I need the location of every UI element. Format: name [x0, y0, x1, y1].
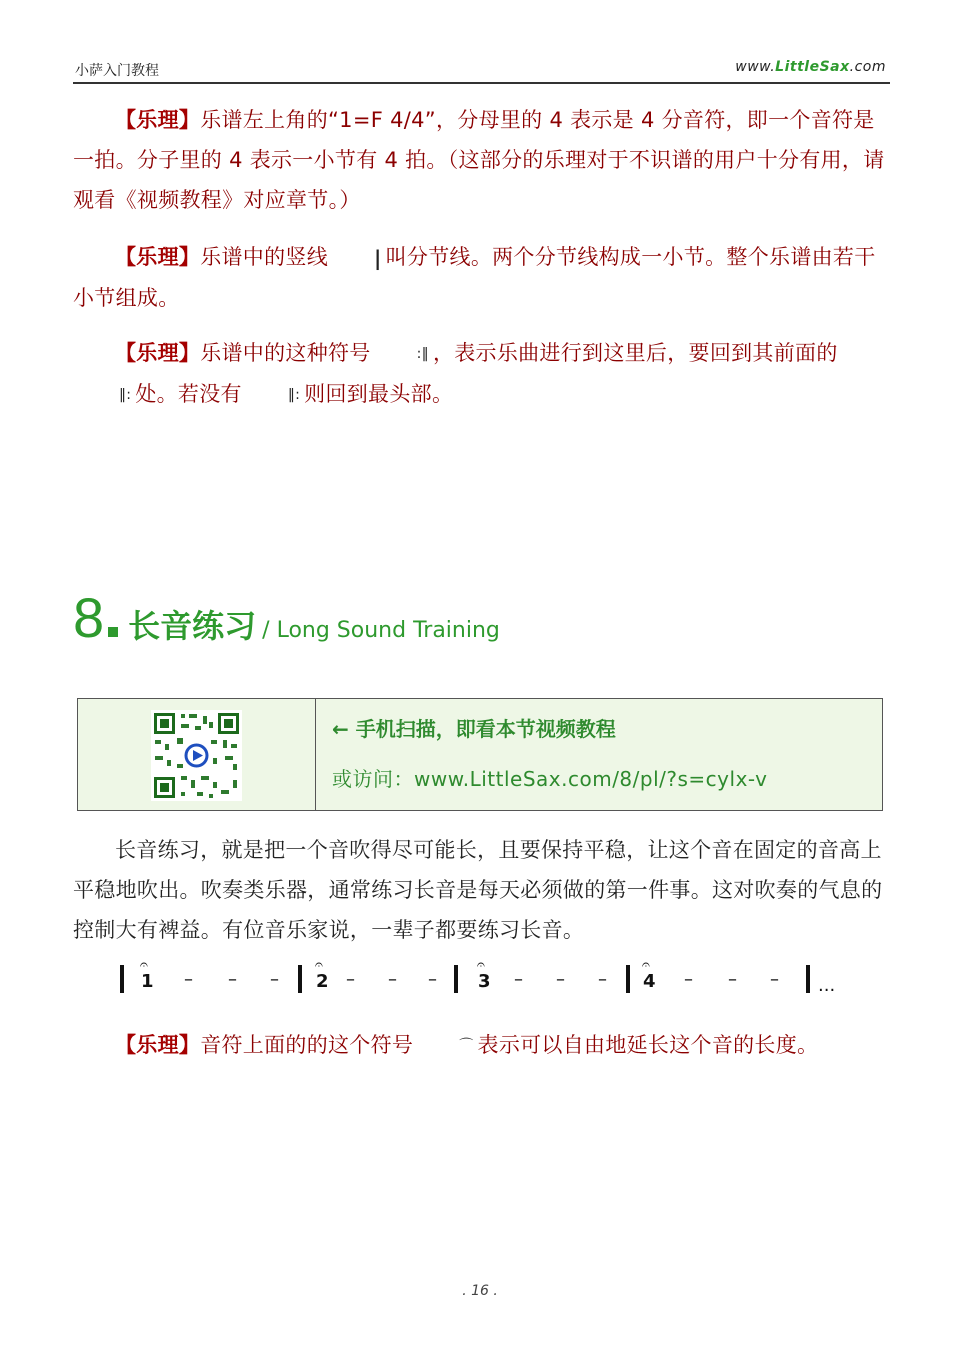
fermata-mark: 𝄐 [477, 957, 485, 973]
theory-tag: 【乐理】 [115, 245, 201, 269]
fermata-mark: 𝄐 [642, 957, 650, 973]
header-url[interactable]: www.LittleSax.com [735, 59, 886, 75]
theory-tag: 【乐理】 [115, 108, 201, 132]
dash: – [388, 969, 397, 990]
qr-visit-link[interactable]: 或访问：www.LittleSax.com/8/pl/?s=cylx-v [332, 767, 768, 791]
dash: – [598, 969, 607, 990]
dash: – [428, 969, 437, 990]
repeat-start-symbol: ‖: [287, 387, 301, 403]
section-title-cn: 长音练习 [128, 607, 257, 645]
section-number: 8 [73, 586, 105, 649]
fermata-theory: 【乐理】音符上面的的这个符号 ⌒ 表示可以自由地延长这个音的长度。 [73, 1025, 890, 1066]
fermata-mark: 𝄐 [140, 957, 148, 973]
note-4: 4 [643, 971, 656, 992]
fermata-symbol: ⌒ [459, 1038, 474, 1054]
dash: – [684, 969, 693, 990]
dash: – [184, 969, 193, 990]
note-2: 2 [316, 971, 329, 992]
section-dot [108, 627, 118, 637]
page-number: . 16 . [462, 1283, 498, 1299]
theory-tag: 【乐理】 [115, 1033, 201, 1057]
dash: – [556, 969, 565, 990]
ellipsis: ... [818, 975, 836, 996]
jianpu-notation [118, 957, 848, 1003]
repeat-start-symbol: ‖: [119, 387, 132, 403]
header-brand: LittleSax [775, 59, 850, 75]
theory-paragraph-3: 【乐理】乐谱中的这种符号 :‖ ，表示乐曲进行到这里后，要回到其前面的‖: 处。若没有 ‖: 则回到最头部。 [73, 333, 890, 415]
note-1: 1 [141, 971, 154, 992]
note-3: 3 [478, 971, 491, 992]
dash: – [728, 969, 737, 990]
page-header [73, 58, 890, 84]
video-qr-box [77, 698, 883, 811]
theory-paragraph-2: 【乐理】乐谱中的竖线 | 叫分节线。两个分节线构成一小节。整个乐谱由若干小节组成。 [73, 237, 890, 318]
theory-paragraph-1: 【乐理】乐谱左上角的“1=F 4/4”，分母里的 4 表示是 4 分音符，即一个音符是一拍。分子里的 4 表示一小节有 4 拍。（这部分的乐理对于不识谱的用户十分有用，请观看《视频教程》对应章节。） [73, 108, 885, 212]
qr-code-icon[interactable] [151, 710, 242, 801]
theory-tag: 【乐理】 [115, 341, 201, 365]
dash: – [514, 969, 523, 990]
dash: – [346, 969, 355, 990]
qr-scan-hint: ← 手机扫描，即看本节视频教程 [332, 717, 616, 741]
dash: – [270, 969, 279, 990]
barline-symbol: | [374, 246, 382, 270]
barline [626, 965, 630, 993]
barline [298, 965, 302, 993]
dash: – [228, 969, 237, 990]
section-title-en: / Long Sound Training [262, 618, 500, 643]
barline [454, 965, 458, 993]
qr-cell [78, 699, 316, 810]
repeat-end-symbol: :‖ [416, 346, 429, 362]
barline [120, 965, 124, 993]
dash: – [770, 969, 779, 990]
fermata-mark: 𝄐 [315, 957, 323, 973]
header-title: 小萨入门教程 [75, 63, 159, 79]
body-paragraph: 长音练习，就是把一个音吹得尽可能长，且要保持平稳，让这个音在固定的音高上平稳地吹出。吹奏类乐器，通常练习长音是每天必须做的第一件事。这对吹奏的气息的控制大有裨益。有位音乐家说，一辈子都要练习长音。 [73, 838, 883, 942]
barline [806, 965, 810, 993]
section-heading [73, 585, 500, 655]
